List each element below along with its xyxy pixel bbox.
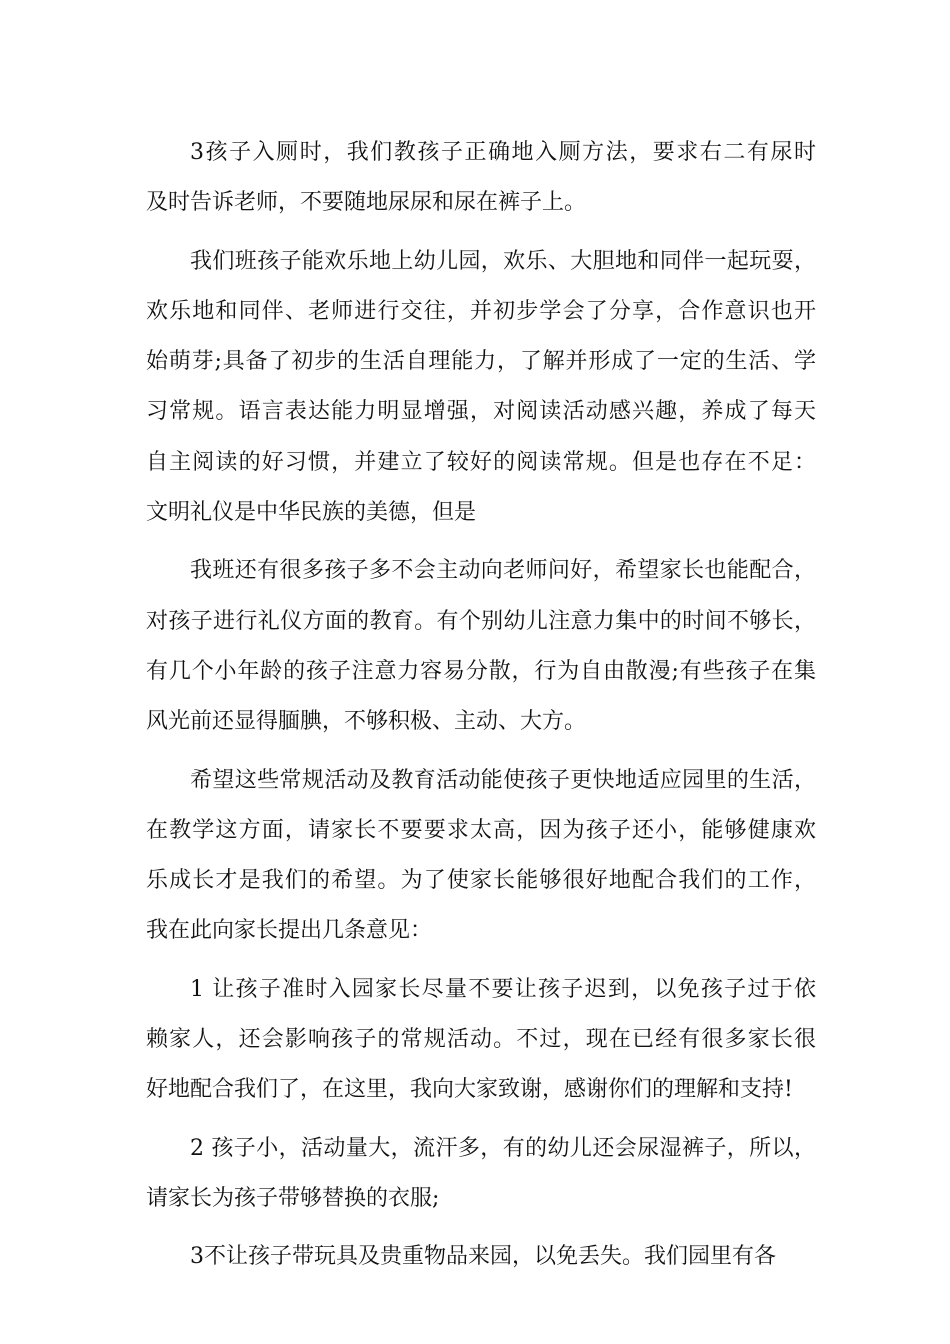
text-line: 习常规。语言表达能力明显增强，对阅读活动感兴趣，养成了每天 bbox=[146, 399, 816, 425]
text-line: 乐成长才是我们的希望。为了使家长能够很好地配合我们的工作， bbox=[146, 868, 816, 894]
text-line: 我班还有很多孩子多不会主动向老师问好，希望家长也能配合， bbox=[190, 558, 816, 584]
text-line: 希望这些常规活动及教育活动能使孩子更快地适应园里的生活， bbox=[190, 767, 816, 793]
text-line: 在教学这方面，请家长不要要求太高，因为孩子还小，能够健康欢 bbox=[146, 817, 816, 843]
paragraph-6 bbox=[146, 1129, 816, 1230]
text-line: 我在此向家长提出几条意见： bbox=[146, 918, 433, 944]
text-line: 文明礼仪是中华民族的美德，但是 bbox=[146, 500, 477, 526]
paragraph-5 bbox=[146, 970, 816, 1121]
paragraph-3 bbox=[146, 551, 816, 752]
paragraph-1 bbox=[146, 133, 816, 234]
text-line: 有几个小年龄的孩子注意力容易分散，行为自由散漫;有些孩子在集 bbox=[146, 658, 816, 684]
text-line: 好地配合我们了，在这里，我向大家致谢，感谢你们的理解和支持! bbox=[146, 1077, 793, 1103]
text-line: 3不让孩子带玩具及贵重物品来园，以免丢失。我们园里有各 bbox=[190, 1244, 776, 1270]
text-line: 及时告诉老师，不要随地尿尿和尿在裤子上。 bbox=[146, 190, 587, 216]
document-body bbox=[146, 133, 816, 1288]
text-line: 3孩子入厕时，我们教孩子正确地入厕方法，要求右二有尿时 bbox=[190, 140, 816, 165]
text-line: 2 孩子小，活动量大，流汗多，有的幼儿还会尿湿裤子，所以， bbox=[190, 1135, 816, 1161]
text-line: 1 让孩子准时入园家长尽量不要让孩子迟到，以免孩子过于依 bbox=[190, 976, 816, 1002]
paragraph-7 bbox=[146, 1237, 816, 1287]
text-line: 赖家人，还会影响孩子的常规活动。不过，现在已经有很多家长很 bbox=[146, 1027, 816, 1053]
paragraph-4 bbox=[146, 761, 816, 962]
text-line: 对孩子进行礼仪方面的教育。有个别幼儿注意力集中的时间不够长， bbox=[146, 608, 816, 634]
text-line: 请家长为孩子带够替换的衣服; bbox=[146, 1185, 440, 1211]
paragraph-2 bbox=[146, 242, 816, 544]
text-line: 始萌芽;具备了初步的生活自理能力，了解并形成了一定的生活、学 bbox=[146, 349, 816, 375]
text-line: 自主阅读的好习惯，并建立了较好的阅读常规。但是也存在不足： bbox=[146, 449, 816, 475]
text-line: 欢乐地和同伴、老师进行交往，并初步学会了分享，合作意识也开 bbox=[146, 298, 816, 324]
text-line: 我们班孩子能欢乐地上幼儿园，欢乐、大胆地和同伴一起玩耍， bbox=[190, 248, 816, 274]
text-line: 风光前还显得腼腆，不够积极、主动、大方。 bbox=[146, 709, 587, 735]
